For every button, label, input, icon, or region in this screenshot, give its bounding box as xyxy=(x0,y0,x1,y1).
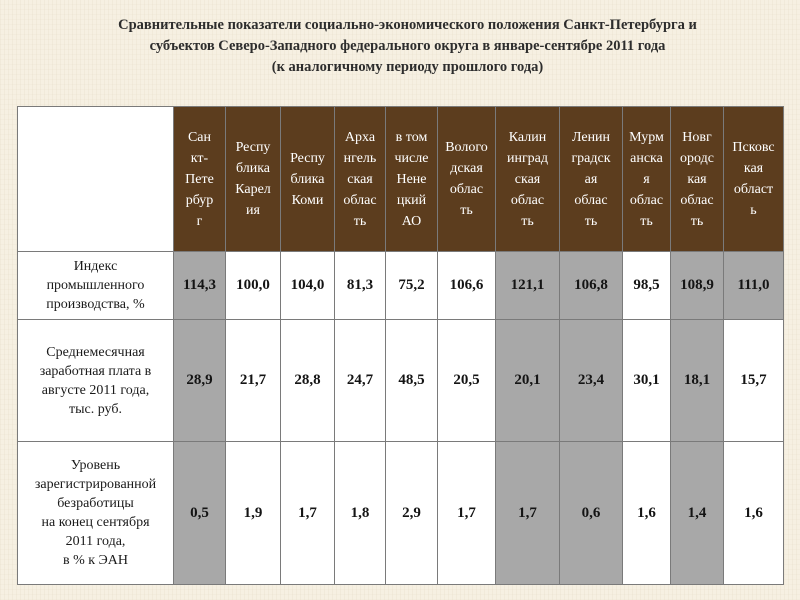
title-line-1: Сравнительные показатели социально-экономического положения Санкт-Петербурга и xyxy=(118,17,697,33)
value-cell: 30,1 xyxy=(623,320,671,442)
column-header-line: Мурм xyxy=(629,129,664,145)
row-label-line: на конец сентября xyxy=(41,515,150,530)
column-header-line: дская xyxy=(450,161,483,176)
value-cell: 23,4 xyxy=(560,320,623,442)
value-cell: 20,1 xyxy=(496,320,560,442)
column-header-line: облас xyxy=(343,192,377,208)
column-header xyxy=(560,107,623,252)
column-header-line: ь xyxy=(750,203,757,218)
column-header-line: кт- xyxy=(190,150,209,166)
column-header-line: АО xyxy=(401,213,422,229)
column-header-line: Карел xyxy=(235,182,271,197)
column-header-line: рбур xyxy=(185,192,214,208)
row-label-line: Среднемесячная xyxy=(46,344,145,360)
header-row xyxy=(18,107,784,252)
column-header-line: Пете xyxy=(185,171,214,187)
row-label-line: в % к ЭАН xyxy=(62,553,129,568)
column-header-line: ть xyxy=(353,213,367,229)
column-header-line: Арха xyxy=(344,129,376,145)
value-cell: 106,6 xyxy=(438,252,496,320)
column-header-line: Респу xyxy=(235,140,271,155)
column-header-line: Нене xyxy=(396,171,427,187)
column-header xyxy=(724,107,784,252)
title-line-3: (к аналогичному периоду прошлого года) xyxy=(271,59,544,75)
value-cell: 1,8 xyxy=(335,442,386,585)
row-label-line: Уровень xyxy=(70,458,121,473)
column-header xyxy=(174,107,226,252)
column-header-line: г xyxy=(196,213,203,229)
column-header-line: инград xyxy=(506,150,549,166)
value-cell: 15,7 xyxy=(724,320,784,442)
value-cell: 111,0 xyxy=(724,252,784,320)
value-cell: 28,8 xyxy=(281,320,335,442)
column-header xyxy=(623,107,671,252)
column-header-line: облас xyxy=(629,192,664,208)
column-header-line: ия xyxy=(246,203,260,218)
row-label-line: безработицы xyxy=(57,496,134,511)
value-cell: 1,7 xyxy=(281,442,335,585)
table-row xyxy=(18,320,784,442)
value-cell: 114,3 xyxy=(174,252,226,320)
value-cell: 106,8 xyxy=(560,252,623,320)
value-cell: 18,1 xyxy=(671,320,724,442)
column-header-line: нгель xyxy=(343,150,377,166)
column-header-line: ая xyxy=(584,171,598,187)
column-header-line: ская xyxy=(347,171,373,187)
column-header-line: в том xyxy=(395,129,428,145)
value-cell: 81,3 xyxy=(335,252,386,320)
column-header-line: ть xyxy=(584,213,598,229)
row-label xyxy=(18,320,174,442)
title-line-2: субъектов Северо-Западного федерального округа в январе-сентябре 2011 года xyxy=(149,38,666,54)
row-label xyxy=(18,252,174,320)
column-header-line: Сан xyxy=(187,129,212,145)
value-cell: 121,1 xyxy=(496,252,560,320)
column-header-line: градск xyxy=(571,150,611,166)
column-header xyxy=(438,107,496,252)
column-header-line: област xyxy=(733,182,774,197)
value-cell: 2,9 xyxy=(386,442,438,585)
value-cell: 48,5 xyxy=(386,320,438,442)
row-label xyxy=(18,442,174,585)
column-header-line: облас xyxy=(680,192,714,208)
value-cell: 108,9 xyxy=(671,252,724,320)
column-header-line: Псковс xyxy=(732,140,775,155)
row-label-line: 2011 года, xyxy=(65,534,126,549)
column-header-line: облас xyxy=(574,192,608,208)
value-cell: 1,7 xyxy=(496,442,560,585)
column-header xyxy=(281,107,335,252)
column-header-line: облас xyxy=(449,182,484,197)
column-header-line: блика xyxy=(235,161,271,176)
column-header-line: блика xyxy=(290,171,325,187)
value-cell: 0,5 xyxy=(174,442,226,585)
column-header xyxy=(386,107,438,252)
column-header-line: числе xyxy=(394,150,429,166)
value-cell: 21,7 xyxy=(226,320,281,442)
table-row xyxy=(18,252,784,320)
column-header-line: ть xyxy=(640,213,653,229)
comparison-table xyxy=(17,106,784,585)
value-cell: 104,0 xyxy=(281,252,335,320)
value-cell: 1,4 xyxy=(671,442,724,585)
value-cell: 1,6 xyxy=(623,442,671,585)
column-header-line: облас xyxy=(510,192,545,208)
value-cell: 98,5 xyxy=(623,252,671,320)
column-header xyxy=(496,107,560,252)
column-header-line: Волого xyxy=(445,140,488,155)
row-label-line: тыс. руб. xyxy=(69,401,122,417)
column-header-line: Новг xyxy=(682,129,712,145)
column-header xyxy=(335,107,386,252)
page-title xyxy=(20,15,795,78)
column-header-line: анска xyxy=(630,150,663,166)
column-header-line: кая xyxy=(687,171,707,187)
header-corner-cell xyxy=(18,107,174,252)
row-label-line: производства, % xyxy=(46,297,145,312)
column-header-line: ородс xyxy=(680,150,714,166)
row-label-line: промышленного xyxy=(46,278,145,293)
value-cell: 0,6 xyxy=(560,442,623,585)
column-header-line: ть xyxy=(460,203,473,218)
column-header xyxy=(226,107,281,252)
value-cell: 24,7 xyxy=(335,320,386,442)
value-cell: 1,9 xyxy=(226,442,281,585)
column-header-line: Респу xyxy=(290,150,325,166)
row-label-line: заработная плата в xyxy=(39,363,152,379)
column-header-line: кая xyxy=(743,161,764,176)
column-header-line: цкий xyxy=(396,192,427,208)
value-cell: 1,6 xyxy=(724,442,784,585)
column-header-line: ть xyxy=(521,213,534,229)
value-cell: 75,2 xyxy=(386,252,438,320)
value-cell: 20,5 xyxy=(438,320,496,442)
value-cell: 100,0 xyxy=(226,252,281,320)
value-cell: 1,7 xyxy=(438,442,496,585)
column-header-line: Коми xyxy=(291,192,324,208)
row-label-line: зарегистрированной xyxy=(34,477,157,492)
column-header-line: Калин xyxy=(508,129,547,145)
table-row xyxy=(18,442,784,585)
row-label-line: Индекс xyxy=(73,259,118,274)
column-header-line: ть xyxy=(690,213,704,229)
row-label-line: августе 2011 года, xyxy=(41,382,150,398)
value-cell: 28,9 xyxy=(174,320,226,442)
column-header-line: ская xyxy=(514,171,541,187)
column-header-line: Ленин xyxy=(571,129,611,145)
column-header xyxy=(671,107,724,252)
column-header-line: я xyxy=(643,171,650,187)
